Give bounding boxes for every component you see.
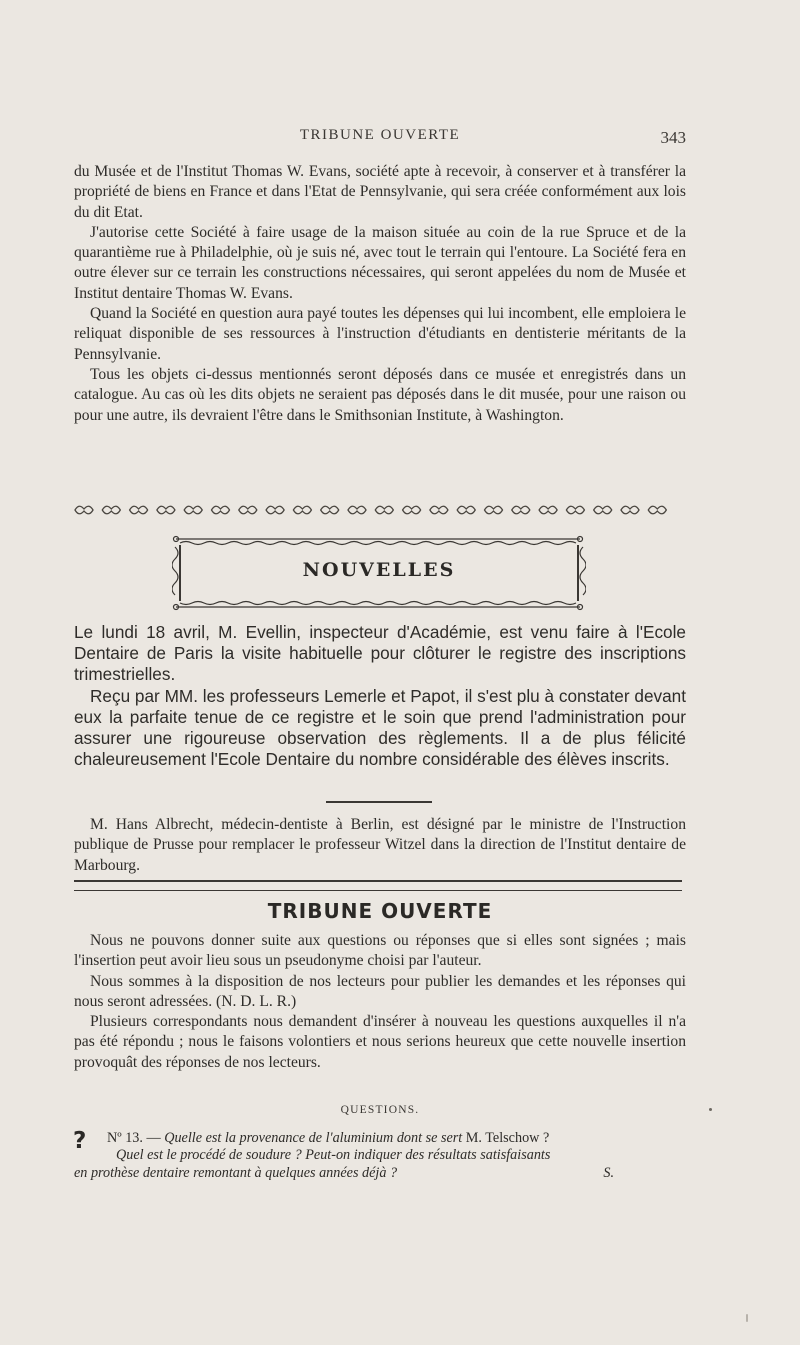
- question-text: Quelle est la provenance de l'aluminium dont se sert: [164, 1130, 463, 1146]
- question-line: [74, 1165, 686, 1182]
- ornament-link: [348, 506, 366, 514]
- question-author: M. Telschow ?: [465, 1130, 550, 1146]
- questions-heading: QUESTIONS.: [340, 1104, 420, 1116]
- ornament-link: [403, 506, 421, 514]
- ornament-link: [266, 506, 284, 514]
- paragraph: Reçu par MM. les professeurs Lemerle et Papot, il s'est plu à constater devant eux la parfaite tenue de ce registre et le soin que prend l'administration pour assurer une rigoureuse observation des règlements. Il a de plus félicité chaleureusement l'Ecole Dentaire du nombre considérable des élèves inscrits.: [74, 685, 686, 770]
- ornament-link: [293, 506, 311, 514]
- ornament-link: [321, 506, 339, 514]
- ornament-link: [102, 506, 120, 514]
- ornament-link: [566, 506, 584, 514]
- double-rule: [74, 880, 682, 891]
- question-text: en prothèse dentaire remontant à quelques années déjà ?: [74, 1164, 398, 1181]
- paragraph: Le lundi 18 avril, M. Evellin, inspecteur d'Académie, est venu faire à l'Ecole Dentaire de Paris la visite habituelle pour clôturer le registre des inscriptions trimestrielles.: [74, 622, 686, 685]
- ornament-link: [157, 506, 175, 514]
- nouvelles-heading: NOUVELLES: [302, 559, 456, 581]
- ornament-link: [430, 506, 448, 514]
- running-header: [74, 127, 686, 151]
- question-line: [74, 1147, 686, 1164]
- page-number: 343: [660, 128, 686, 147]
- question-number: Nº 13. —: [107, 1130, 161, 1146]
- ornament-link: [621, 506, 639, 514]
- paragraph: Nous ne pouvons donner suite aux questions ou réponses que si elles sont signées ; mais l'insertion peut avoir lieu sous un pseudonyme choisi par l'auteur.: [74, 932, 686, 970]
- ornament-link: [539, 506, 557, 514]
- question-line: [74, 1130, 686, 1147]
- print-speck: [709, 1108, 712, 1111]
- running-title: TRIBUNE OUVERTE: [299, 127, 461, 143]
- paragraph: Plusieurs correspondants nous demandent d'insérer à nouveau les questions auxquelles il n'a pas été répondu ; nous le faisons volontiers et nous serions heureux que cette nouvelle insertion provoquât des réponses de nos lecteurs.: [74, 1013, 686, 1071]
- ornament-link: [485, 506, 503, 514]
- ornament-link: [512, 506, 530, 514]
- paragraph: Quand la Société en question aura payé toutes les dépenses qui lui incombent, elle emploiera le reliquat disponible de ses ressources à l'instruction d'étudiants en dentisterie méritants de la Pennsylvanie.: [74, 305, 686, 363]
- ornament-link: [375, 506, 393, 514]
- ornament-link: [212, 506, 230, 514]
- question-mark-icon: ?: [73, 1128, 87, 1154]
- ornament-link: [130, 506, 148, 514]
- ornament-link: [457, 506, 475, 514]
- short-rule: [326, 801, 432, 803]
- signature: S.: [603, 1164, 614, 1181]
- paragraph: du Musée et de l'Institut Thomas W. Evans, société apte à recevoir, à conserver et à transférer la propriété de biens en France et dans l'Etat de Pennsylvanie, qui sera créée conformément aux lois du dit Etat.: [74, 163, 686, 221]
- paragraph: Tous les objets ci-dessus mentionnés seront déposés dans ce musée et enregistrés dans un catalogue. Au cas où les dits objets ne seraient pas déposés dans le dit musée, pour une raison ou pour une autre, ils devraient l'être dans le Smithsonian Institute, à Washington.: [74, 365, 686, 424]
- question-13: [74, 1130, 686, 1182]
- print-speck: [746, 1314, 748, 1322]
- ornamental-divider: [74, 500, 686, 522]
- tribune-text: [74, 931, 686, 1073]
- albrecht-notice: [74, 815, 686, 876]
- evans-will-text: [74, 162, 686, 426]
- paragraph: Nous sommes à la disposition de nos lecteurs pour publier les demandes et les réponses qui nous seront adressées. (N. D. L. R.): [74, 972, 686, 1010]
- ornament-chain: [74, 500, 686, 520]
- paragraph: M. Hans Albrecht, médecin-dentiste à Berlin, est désigné par le ministre de l'Instruction publique de Prusse pour remplacer le professeur Witzel dans la direction de l'Institut dentaire de Marbourg.: [74, 816, 686, 874]
- nouvelles-title-frame: [172, 533, 586, 611]
- question-text: Quel est le procédé de soudure ? Peut-on indiquer des résultats satisfaisants: [116, 1147, 551, 1164]
- ornament-link: [648, 506, 666, 514]
- tribune-heading: TRIBUNE OUVERTE: [267, 899, 493, 923]
- ornament-link: [184, 506, 202, 514]
- nouvelles-text: [74, 622, 686, 770]
- paragraph: J'autorise cette Société à faire usage de la maison située au coin de la rue Spruce et de la quarantième rue à Philadelphie, où je suis né, avec tout le terrain qui l'entoure. La Société fera en outre élever sur ce terrain les constructions nécessaires, qui seront appelées du nom de Musée et Institut dentaire Thomas W. Evans.: [74, 223, 686, 302]
- ornament-link: [75, 506, 93, 514]
- ornament-link: [239, 506, 257, 514]
- ornament-link: [594, 506, 612, 514]
